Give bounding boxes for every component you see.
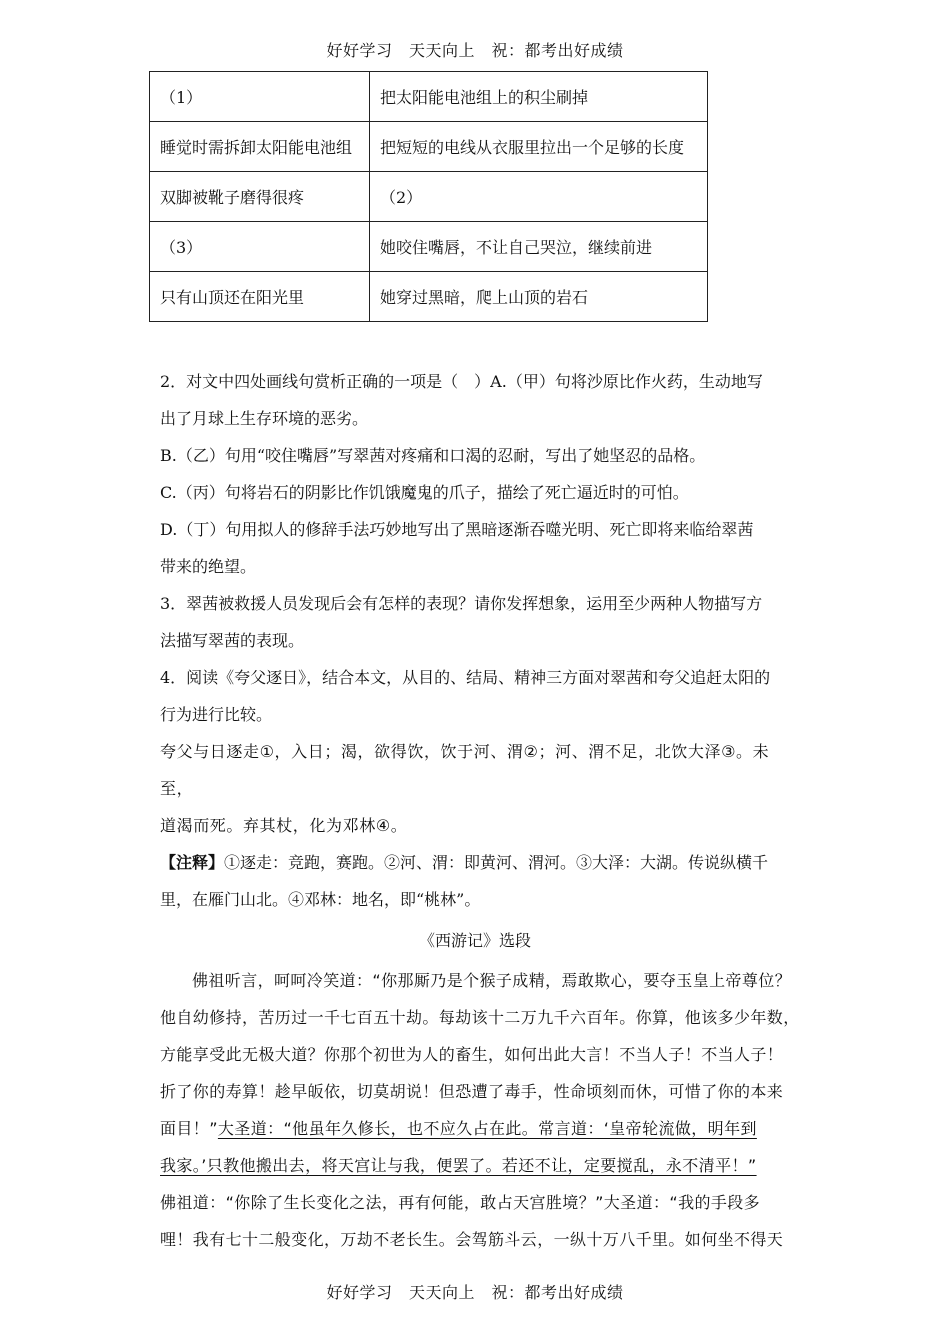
underlined-sentence: 大圣道：“他虽年久修长，也不应久占在此。常言道：‘皇帝轮流做，明年到 <box>217 1119 757 1138</box>
table-cell: 她穿过黑暗，爬上山顶的岩石 <box>370 272 708 322</box>
table-cell: 她咬住嘴唇，不让自己哭泣，继续前进 <box>370 222 708 272</box>
passage-line <box>160 1147 805 1184</box>
classical-text-cont: 道渴而死。弃其杖，化为邓林④。 <box>160 816 408 835</box>
table-cell: 把短短的电线从衣服里拉出一个足够的长度 <box>370 122 708 172</box>
table-row <box>150 222 708 272</box>
question-4-cont: 行为进行比较。 <box>160 705 273 724</box>
option-b: B.（乙）句用“咬住嘴唇”写翠茜对疼痛和口渴的忍耐，写出了她坚忍的品格。 <box>160 446 706 465</box>
option-c: C.（丙）句将岩石的阴影比作饥饿魔鬼的爪子，描绘了死亡逼近时的可怕。 <box>160 483 689 502</box>
table-cell: （1） <box>150 72 370 122</box>
table-row <box>150 72 708 122</box>
passage-line: 方能享受此无极大道？你那个初世为人的畜生，如何出此大言！不当人子！不当人子！ <box>160 1045 784 1064</box>
comparison-table <box>149 71 708 322</box>
question-4: 4．阅读《夸父逐日》，结合本文，从目的、结局、精神三方面对翠茜和夸父追赶太阳的 <box>160 668 771 687</box>
page-header: 好好学习 天天向上 祝：都考出好成绩 <box>326 41 624 60</box>
passage-line: 佛祖道：“你除了生长变化之法，再有何能，敢占天宫胜境？”大圣道：“我的手段多 <box>160 1193 761 1212</box>
passage-line: 哩！我有七十二般变化，万劫不老长生。会驾筋斗云，一纵十万八千里。如何坐不得天 <box>160 1230 784 1249</box>
table-cell: 只有山顶还在阳光里 <box>150 272 370 322</box>
question-2 <box>160 363 800 918</box>
option-d-cont: 带来的绝望。 <box>160 557 257 576</box>
passage-body <box>160 962 805 1258</box>
annotation-text: ①逐走：竞跑，赛跑。②河、渭：即黄河、渭河。③大泽：大湖。传说纵横千 <box>224 853 769 872</box>
table-cell: （2） <box>370 172 708 222</box>
passage-line: 他自幼修持，苦历过一千七百五十劫。每劫该十二万九千六百年。你算，他该多少年数， <box>160 1008 800 1027</box>
passage-text: 面目！” <box>160 1119 218 1138</box>
question-3-cont: 法描写翠茜的表现。 <box>160 631 305 650</box>
passage-title: 《西游记》选段 <box>418 931 531 950</box>
question-3: 3．翠茜被救援人员发现后会有怎样的表现？请你发挥想象，运用至少两种人物描写方 <box>160 594 763 613</box>
table-cell: 把太阳能电池组上的积尘刷掉 <box>370 72 708 122</box>
option-d: D.（丁）句用拟人的修辞手法巧妙地写出了黑暗逐渐吞噬光明、死亡即将来临给翠茜 <box>160 520 754 539</box>
annotation-label: 【注释】 <box>160 853 225 872</box>
underlined-sentence-cont: 我家。’只教他搬出去，将天宫让与我，便罢了。若还不让，定要搅乱，永不清平！” <box>160 1156 757 1175</box>
table-cell: （3） <box>150 222 370 272</box>
page-footer: 好好学习 天天向上 祝：都考出好成绩 <box>326 1283 624 1302</box>
table-row <box>150 272 708 322</box>
passage-line: 折了你的寿算！趁早皈依，切莫胡说！但恐遭了毒手，性命顷刻而休，可惜了你的本来 <box>160 1082 784 1101</box>
classical-text: 夸父与日逐走①，入日；渴，欲得饮，饮于河、渭②；河、渭不足，北饮大泽③。未至， <box>160 742 770 798</box>
question-text: 出了月球上生存环境的恶劣。 <box>160 409 369 428</box>
table-cell: 睡觉时需拆卸太阳能电池组 <box>150 122 370 172</box>
question-text: 2．对文中四处画线句赏析正确的一项是（ ）A.（甲）句将沙原比作火药，生动地写 <box>160 372 763 391</box>
annotation <box>160 844 800 881</box>
table-row <box>150 122 708 172</box>
table-cell: 双脚被靴子磨得很疼 <box>150 172 370 222</box>
passage-line <box>160 1110 805 1147</box>
passage-line: 佛祖听言，呵呵冷笑道：“你那厮乃是个猴子成精，焉敢欺心，要夺玉皇上帝尊位？ <box>192 971 792 990</box>
table-row <box>150 172 708 222</box>
annotation-cont: 里，在雁门山北。④邓林：地名，即“桃林”。 <box>160 890 481 909</box>
